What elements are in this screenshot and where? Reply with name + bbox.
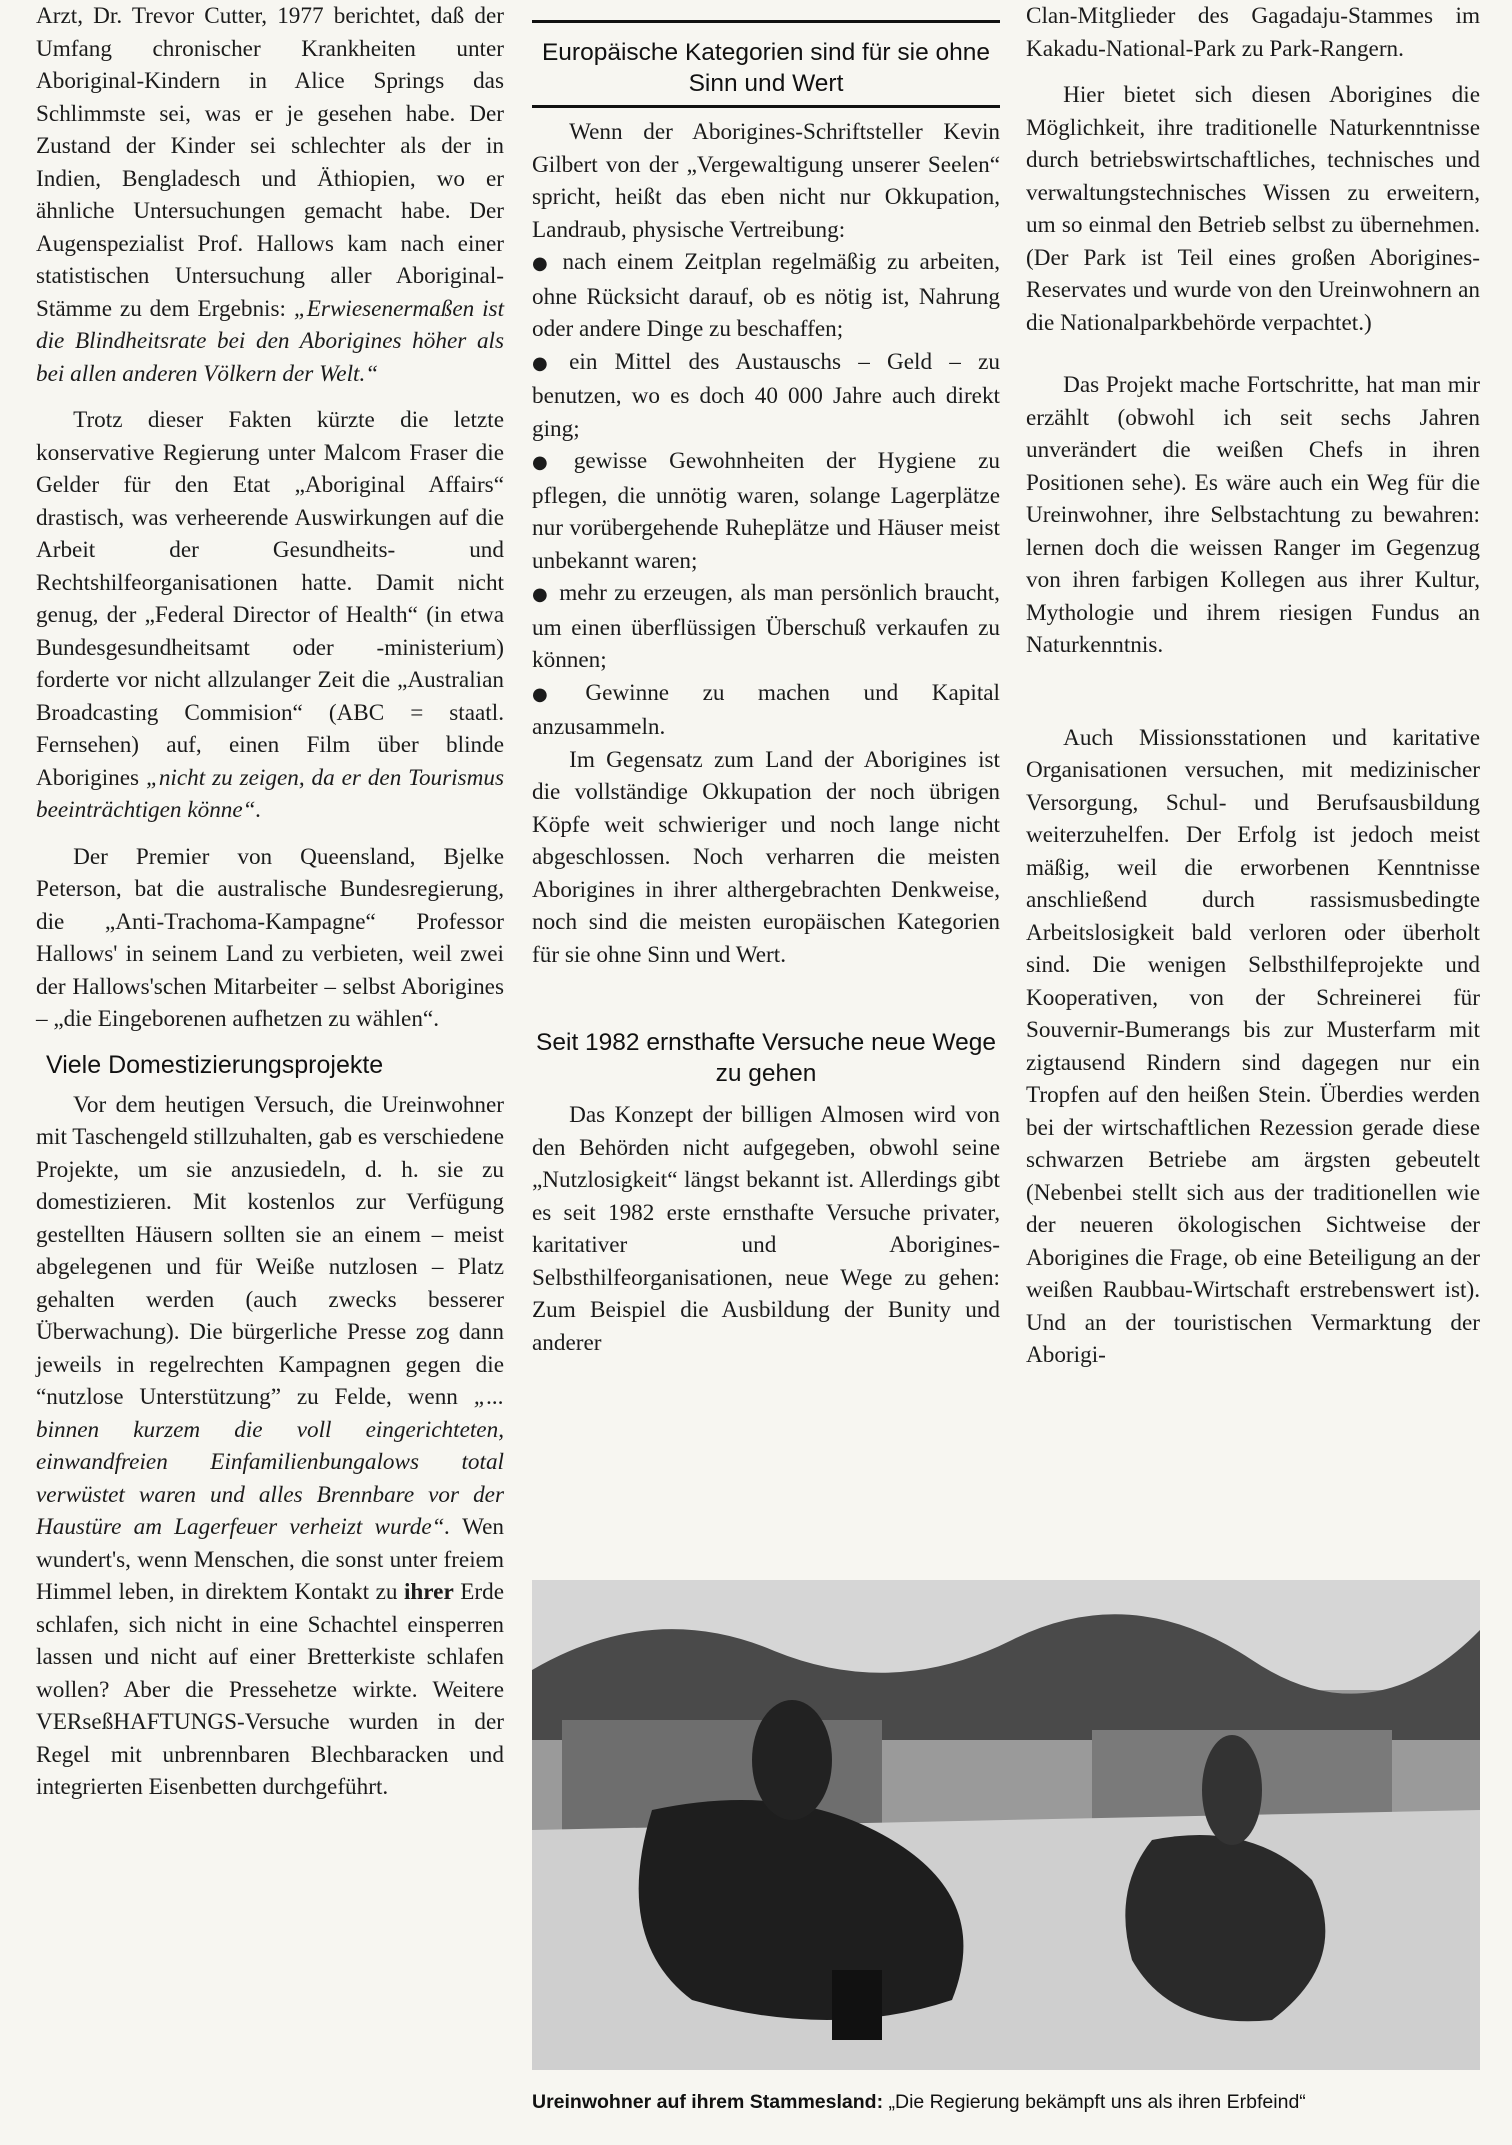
caption-label: Ureinwohner auf ihrem Stammesland: xyxy=(532,2091,884,2113)
column-3 xyxy=(1026,0,1480,1372)
bullet-icon: ● xyxy=(532,452,564,473)
section-heading: Seit 1982 ernsthafte Versuche neue Wege zu gehen xyxy=(536,1029,996,1087)
paragraph: Wenn der Aborigines-Schriftsteller Kevin Gilbert von der „Vergewaltigung unserer Seelen“ spricht, heißt das eben nicht nur Okkupation, Landraub, physische Vertreibung: xyxy=(532,119,1000,243)
section-heading: Viele Domestizierungsprojekte xyxy=(46,1050,384,1079)
paragraph: Vor dem heutigen Versuch, die Ureinwohner mit Taschengeld stillzuhalten, gab es verschiedene Projekte, um sie anzusiedeln, d. h. sie zu domestizieren. Mit kostenlos zur Verfügung gestellten Häusern sollten sie an einem – meist abgelegenen und für Weiße nutzlosen – Platz gehalten werden (auch zwecks besserer Überwachung). Die bürgerliche Presse zog dann jeweils in regelrechten Kampagnen gegen die “nutzlose Unterstützung” zu Felde, wenn „... binnen kurzem die voll eingerichteten, einwandfreien Einfamilienbungalows total verwüstet waren und alles Brennbare vor der Haustüre am Lagerfeuer verheizt wurde“. Wen wundert's, wenn Menschen, die sonst unter freiem Himmel leben, in direktem Kontakt zu ihrer Erde schlafen, sich nicht in eine Schachtel einsperren lassen und nicht auf einer Bretterkiste schlafen wollen? Aber die Pressehetze wirkte. Weitere VERseßHAFTUNGS-Versuche wurden in der Regel mit unbrennbaren Blechbaracken und integrierten Eisenbetten durchgeführt. xyxy=(36,1091,504,1800)
quote: „Erwiesenermaßen ist die Blindheitsrate bei den Aborigines höher als bei allen anderen Völkern der Welt.“ xyxy=(36,295,505,387)
list-item: ● ein Mittel des Austauschs – Geld – zu benutzen, wo es doch 40 000 Jahre auch direkt ging; xyxy=(532,348,1000,442)
section-heading: Europäische Kategorien sind für sie ohne Sinn und Wert xyxy=(532,20,1000,108)
column-1 xyxy=(36,0,504,1804)
list-item: ● nach einem Zeitplan regelmäßig zu arbeiten, ohne Rücksicht darauf, ob es nötig ist, Nahrung oder andere Dinge zu beschaffen; xyxy=(532,249,1000,342)
bullet-icon: ● xyxy=(532,352,560,374)
paragraph: Das Konzept der billigen Almosen wird von den Behörden nicht aufgegeben, obwohl seine „Nutzlosigkeit“ längst bekannt ist. Allerdings gibt es seit 1982 erste ernsthafte Versuche privater, karitativer und Aborigines-Selbsthilfeorganisationen, neue Wege zu gehen: Zum Beispiel die Ausbildung der Bunity und anderer xyxy=(532,1102,1000,1356)
paragraph: Clan-Mitglieder des Gagadaju-Stammes im Kakadu-National-Park zu Park-Rangern. xyxy=(1026,3,1480,62)
paragraph: Der Premier von Queensland, Bjelke Peterson, bat die australische Bundesregierung, die „Anti-Trachoma-Kampagne“ Professor Hallows' in seinem Land zu verbieten, weil zwei der Hallows'schen Mitarbeiter – selbst Aborigines – „die Eingeborenen aufhetzen zu wählen“. xyxy=(36,843,504,1032)
bullet-list xyxy=(532,246,1000,744)
emphasis: ihrer xyxy=(403,1579,454,1605)
quote: „nicht zu zeigen, da er den Tourismus beeinträchtigen könne“. xyxy=(36,764,504,823)
paragraph: Das Projekt mache Fortschritte, hat man mir erzählt (obwohl ich seit sechs Jahren unverändert die weißen Chefs in ihren Positionen sehe). Es wäre auch ein Weg für die Ureinwohner, ihre Selbstachtung zu bewahren: lernen doch die weissen Ranger im Gegenzug von ihren farbigen Kollegen aus ihrer Kultur, Mythologie und ihrem riesigen Fundus an Naturkenntnis. xyxy=(1026,372,1480,658)
photo xyxy=(532,1580,1480,2070)
quote: „... binnen kurzem die voll eingerichteten, einwandfreien Einfamilienbungalows total verwüstet waren und alles Brennbare vor der Haustüre am Lagerfeuer verheizt wurde“. xyxy=(36,1384,504,1540)
column-2 xyxy=(532,0,1000,1359)
paragraph: Im Gegensatz zum Land der Aborigines ist die vollständige Okkupation der noch übrigen Köpfe weit schwieriger und noch lange nicht abgeschlossen. Noch verharren die meisten Aborigines in ihrer althergebrachten Denkweise, noch sind die meisten europäischen Kategorien für sie ohne Sinn und Wert. xyxy=(532,746,1000,968)
bullet-icon: ● xyxy=(532,584,550,605)
paragraph: Auch Missionsstationen und karitative Organisationen versuchen, mit medizinischer Versorgung, Schul- und Berufsausbildung weiterzuhelfen. Der Erfolg ist jedoch meist mäßig, weil die erworbenen Kenntnisse anschließend durch rassismusbedingte Arbeitslosigkeit bald verloren oder überholt sind. Die wenigen Selbsthilfeprojekte und Kooperativen, von der Schreinerei für Souvernir-Bumerangs bis zur Musterfarm mit zigtausend Rindern sind dagegen nur ein Tropfen auf den heißen Stein. Überdies werden bei der wirtschaftlichen Rezession gerade diese schwarzen Betriebe am ärgsten gebeutelt (Nebenbei stellt sich aus der traditionellen wie der neueren ökologischen Sichtweise der Aborigines die Frage, ob eine Beteiligung an der weißen Raubbau-Wirtschaft erstrebenswert ist). Und an der touristischen Vermarktung der Aborigi- xyxy=(1026,724,1480,1368)
paragraph: Trotz dieser Fakten kürzte die letzte konservative Regierung unter Malcom Fraser die Gelder für den Etat „Aboriginal Affairs“ drastisch, was verheerende Auswirkungen auf die Arbeit der Gesundheits- und Rechtshilfeorganisationen hatte. Damit nicht genug, der „Federal Director of Health“ (in etwa Bundesgesundheitsamt oder -ministerium) forderte vor nicht allzulanger Zeit die „Australian Broadcasting Commision“ (ABC = staatl. Fernsehen) auf, einen Film über blinde Aborigines „nicht zu zeigen, da er den Tourismus beeinträchtigen könne“. xyxy=(36,407,504,823)
paragraph: Arzt, Dr. Trevor Cutter, 1977 berichtet, daß der Umfang chronischer Krankheiten unter Aboriginal-Kindern in Alice Springs das Schlimmste sei, was er je gesehen habe. Der Zustand der Kinder sei schlechter als der in Indien, Bengladesch und Äthiopien, wo er ähnliche Untersuchungen gemacht habe. Der Augenspezialist Prof. Hallows kam nach einer statistischen Untersuchung aller Aboriginal-Stämme zu dem Ergebnis: „Erwiesenermaßen ist die Blindheitsrate bei den Aborigines höher als bei allen anderen Völkern der Welt.“ xyxy=(36,3,505,387)
list-item: ● mehr zu erzeugen, als man persönlich braucht, um einen überflüssigen Überschuß verkaufen zu können; xyxy=(532,580,1000,673)
bullet-icon: ● xyxy=(532,253,553,274)
caption-text: „Die Regierung bekämpft uns als ihren Erbfeind“ xyxy=(883,2091,1306,2113)
bullet-icon: ● xyxy=(532,683,576,705)
photo-image xyxy=(532,1580,1480,2070)
photo-caption xyxy=(532,2090,1480,2114)
list-item: ● Gewinne zu machen und Kapital anzusammeln. xyxy=(532,679,1000,740)
list-item: ● gewisse Gewohnheiten der Hygiene zu pflegen, die unnötig waren, solange Lagerplätze nur vorübergehende Ruheplätze und Häuser meist unbekannt waren; xyxy=(532,448,1000,574)
paragraph: Hier bietet sich diesen Aborigines die Möglichkeit, ihre traditionelle Naturkenntnisse durch betriebswirtschaftliches, technisches und verwaltungstechnisches Wissen zu erweitern, um so einmal den Betrieb selbst zu übernehmen. (Der Park ist Teil eines großen Aborigines-Reservates und wurde von den Ureinwohnern an die Nationalparkbehörde verpachtet.) xyxy=(1026,82,1480,336)
